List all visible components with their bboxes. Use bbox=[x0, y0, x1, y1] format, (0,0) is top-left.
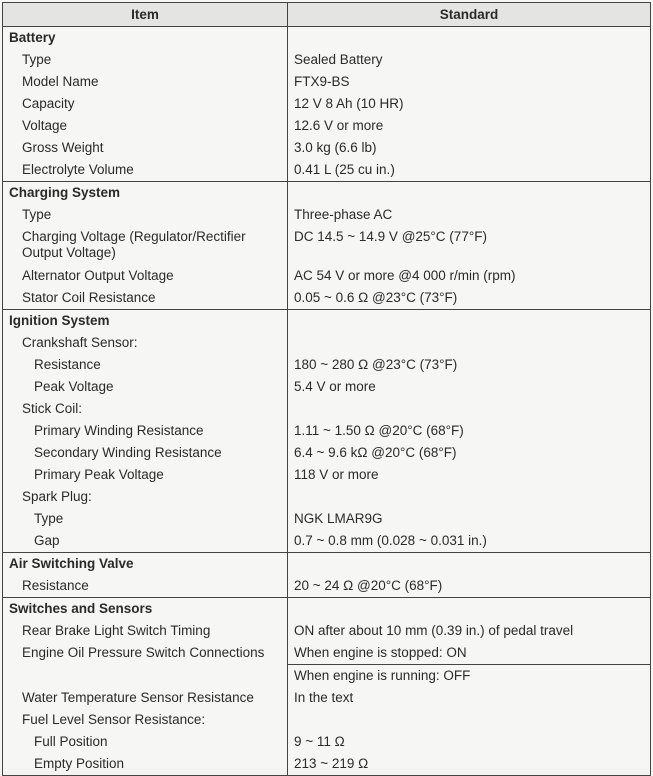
table-row bbox=[3, 204, 651, 226]
row-value: Three-phase AC bbox=[288, 204, 651, 226]
table-row bbox=[3, 508, 651, 530]
section-title: Ignition System bbox=[3, 310, 288, 333]
row-label: Alternator Output Voltage bbox=[3, 265, 288, 287]
row-label: Resistance bbox=[3, 354, 288, 376]
section-ignition bbox=[3, 310, 651, 333]
table-row bbox=[3, 137, 651, 159]
row-label: Secondary Winding Resistance bbox=[3, 442, 288, 464]
row-label: Stator Coil Resistance bbox=[3, 287, 288, 310]
table-row bbox=[3, 71, 651, 93]
section-charging bbox=[3, 182, 651, 205]
row-label: Primary Peak Voltage bbox=[3, 464, 288, 486]
table-row bbox=[3, 665, 651, 688]
row-label: Gap bbox=[3, 530, 288, 553]
table-row bbox=[3, 265, 651, 287]
table-row bbox=[3, 287, 651, 310]
table-row bbox=[3, 642, 651, 665]
row-value: AC 54 V or more @4 000 r/min (rpm) bbox=[288, 265, 651, 287]
table-row bbox=[3, 93, 651, 115]
row-label: Water Temperature Sensor Resistance bbox=[3, 687, 288, 709]
row-label: Empty Position bbox=[3, 753, 288, 776]
table-row bbox=[3, 709, 651, 731]
table-row bbox=[3, 354, 651, 376]
row-label: Full Position bbox=[3, 731, 288, 753]
row-label: Type bbox=[3, 204, 288, 226]
row-value: 9 ~ 11 Ω bbox=[288, 731, 651, 753]
table-row bbox=[3, 530, 651, 553]
row-value: 0.05 ~ 0.6 Ω @23°C (73°F) bbox=[288, 287, 651, 310]
row-value: When engine is running: OFF bbox=[288, 665, 651, 688]
table-row bbox=[3, 687, 651, 709]
row-label: Voltage bbox=[3, 115, 288, 137]
row-value: Sealed Battery bbox=[288, 49, 651, 71]
row-label-line1: Charging Voltage (Regulator/Rectifier bbox=[22, 229, 246, 244]
table-row bbox=[3, 398, 651, 420]
group-label: Fuel Level Sensor Resistance: bbox=[3, 709, 288, 731]
row-label: Electrolyte Volume bbox=[3, 159, 288, 182]
row-value: NGK LMAR9G bbox=[288, 508, 651, 530]
row-value: 180 ~ 280 Ω @23°C (73°F) bbox=[288, 354, 651, 376]
row-value: 20 ~ 24 Ω @20°C (68°F) bbox=[288, 575, 651, 598]
table-row bbox=[3, 49, 651, 71]
row-label-line2: Output Voltage) bbox=[22, 245, 116, 260]
row-label: Model Name bbox=[3, 71, 288, 93]
row-value: ON after about 10 mm (0.39 in.) of pedal travel bbox=[288, 620, 651, 642]
group-label: Crankshaft Sensor: bbox=[3, 332, 288, 354]
section-title: Charging System bbox=[3, 182, 288, 205]
table-row bbox=[3, 115, 651, 137]
table-row bbox=[3, 442, 651, 464]
row-value: 12 V 8 Ah (10 HR) bbox=[288, 93, 651, 115]
row-label: Gross Weight bbox=[3, 137, 288, 159]
row-label: Type bbox=[3, 508, 288, 530]
table-row bbox=[3, 420, 651, 442]
row-value: FTX9-BS bbox=[288, 71, 651, 93]
row-value: 12.6 V or more bbox=[288, 115, 651, 137]
row-label: Resistance bbox=[3, 575, 288, 598]
row-value: 6.4 ~ 9.6 kΩ @20°C (68°F) bbox=[288, 442, 651, 464]
table-row bbox=[3, 226, 651, 265]
row-value: 5.4 V or more bbox=[288, 376, 651, 398]
table-row bbox=[3, 332, 651, 354]
row-label: Engine Oil Pressure Switch Connections bbox=[3, 642, 288, 665]
row-value: 3.0 kg (6.6 lb) bbox=[288, 137, 651, 159]
spec-table bbox=[2, 2, 651, 776]
row-value: 1.11 ~ 1.50 Ω @20°C (68°F) bbox=[288, 420, 651, 442]
header-standard: Standard bbox=[288, 3, 651, 27]
header-row bbox=[3, 3, 651, 27]
row-label: Type bbox=[3, 49, 288, 71]
group-label: Spark Plug: bbox=[3, 486, 288, 508]
table-row bbox=[3, 464, 651, 486]
section-battery bbox=[3, 27, 651, 50]
row-value: 0.41 L (25 cu in.) bbox=[288, 159, 651, 182]
table-row bbox=[3, 575, 651, 598]
row-label: Primary Winding Resistance bbox=[3, 420, 288, 442]
group-label: Stick Coil: bbox=[3, 398, 288, 420]
row-label bbox=[3, 226, 288, 265]
section-title: Battery bbox=[3, 27, 288, 50]
table-row bbox=[3, 620, 651, 642]
row-label: Capacity bbox=[3, 93, 288, 115]
table-row bbox=[3, 731, 651, 753]
section-air bbox=[3, 553, 651, 576]
table-row bbox=[3, 486, 651, 508]
row-value: 118 V or more bbox=[288, 464, 651, 486]
table-row bbox=[3, 159, 651, 182]
row-value: 0.7 ~ 0.8 mm (0.028 ~ 0.031 in.) bbox=[288, 530, 651, 553]
row-value: In the text bbox=[288, 687, 651, 709]
section-title: Air Switching Valve bbox=[3, 553, 288, 576]
header-item: Item bbox=[3, 3, 288, 27]
row-value: DC 14.5 ~ 14.9 V @25°C (77°F) bbox=[288, 226, 651, 265]
table-row bbox=[3, 753, 651, 776]
table-row bbox=[3, 376, 651, 398]
section-title: Switches and Sensors bbox=[3, 598, 288, 621]
row-label: Peak Voltage bbox=[3, 376, 288, 398]
row-value: When engine is stopped: ON bbox=[288, 642, 651, 665]
section-switches bbox=[3, 598, 651, 621]
row-label: Rear Brake Light Switch Timing bbox=[3, 620, 288, 642]
row-value: 213 ~ 219 Ω bbox=[288, 753, 651, 776]
